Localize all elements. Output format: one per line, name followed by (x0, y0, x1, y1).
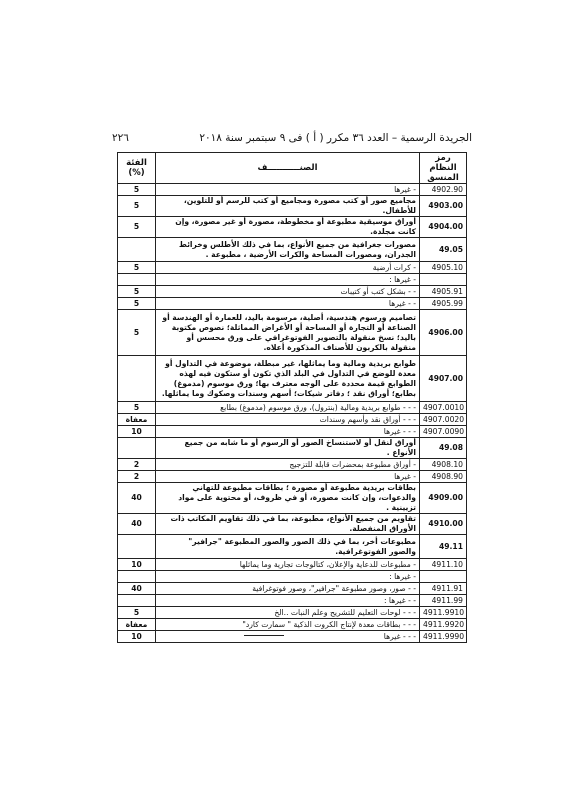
rate-cell: 5 (118, 310, 156, 356)
table-row (118, 483, 467, 514)
rate-cell: 5 (118, 262, 156, 274)
table-row (118, 356, 467, 402)
table-row (118, 262, 467, 274)
rate-cell (118, 274, 156, 286)
description-cell: مطبوعات أخر، بما في ذلك الصور والصور المطبوعة "جرافير" والصور الفوتوغرافية. (156, 535, 420, 559)
rate-cell: 10 (118, 631, 156, 643)
description-cell: - - - لوحات التعليم للتشريح وعلم النبات ..الخ (156, 607, 420, 619)
description-cell: - مطبوعات للدعاية والإعلان، كتالوجات تجارية وما يماثلها (156, 559, 420, 571)
rate-cell: 2 (118, 471, 156, 483)
rate-cell (118, 238, 156, 262)
table-row (118, 619, 467, 631)
hs-code-cell: 4911.91 (420, 583, 467, 595)
hs-code-cell: 4902.90 (420, 184, 467, 196)
table-row (118, 286, 467, 298)
table-row (118, 607, 467, 619)
table-row (118, 414, 467, 426)
hs-code-cell: 4907.0020 (420, 414, 467, 426)
hs-code-cell: 4905.99 (420, 298, 467, 310)
hs-code-cell (420, 274, 467, 286)
rate-cell: 2 (118, 459, 156, 471)
hs-code-cell: 4910.00 (420, 514, 467, 535)
table-row (118, 238, 467, 262)
table-row (118, 631, 467, 643)
footer-rule (244, 635, 284, 636)
description-cell: مجاميع صور أو كتب مصورة ومجاميع أو كتب للرسم أو للتلوين، للأطفال. (156, 196, 420, 217)
description-cell: - كرات أرضية (156, 262, 420, 274)
rate-cell: 5 (118, 196, 156, 217)
hs-code-cell: 4906.00 (420, 310, 467, 356)
hs-code-cell: 4911.9910 (420, 607, 467, 619)
table-row (118, 471, 467, 483)
description-cell: - - بشكل كتب أو كتيبات (156, 286, 420, 298)
description-cell: طوابع بريدية ومالية وما يماثلها، غير مبطلة، موضوعة في التداول أو معدة للوضع في التداول في البلد الذي تكون أو ستكون فيه لهذه الطوابع قيمة محددة على الوجه معترف بها؛ ورق موسوم (مدموغ) بطابع؛ أوراق نقد ؛ دفاتر شيكات؛ أسهم وسندات وصكوك وما يماثلها. (156, 356, 420, 402)
description-cell: - - - أوراق نقد وأسهم وسندات (156, 414, 420, 426)
hs-code-cell: 4903.00 (420, 196, 467, 217)
table-row (118, 298, 467, 310)
description-cell: - غيرها (156, 471, 420, 483)
header-code: رمز النظام المنسق (420, 153, 467, 184)
rate-cell (118, 438, 156, 459)
header-description: الصنـــــــــــف (156, 153, 420, 184)
description-cell: - أوراق مطبوعة بمحضرات قابلة للتزجيج (156, 459, 420, 471)
rate-cell: 5 (118, 298, 156, 310)
tariff-table (117, 152, 467, 643)
description-cell: - - - غيرها (156, 631, 420, 643)
table-header-row (118, 153, 467, 184)
table-row (118, 184, 467, 196)
page-number: ٢٢٦ (112, 132, 129, 144)
hs-code-cell: 4911.10 (420, 559, 467, 571)
hs-code-cell: 4911.9990 (420, 631, 467, 643)
description-cell: تقاويم من جميع الأنواع، مطبوعة، بما في ذلك تقاويم المكاتب ذات الأوراق المنفصلة. (156, 514, 420, 535)
rate-cell: 5 (118, 184, 156, 196)
table-row (118, 274, 467, 286)
hs-code-cell: 4908.10 (420, 459, 467, 471)
table-row (118, 217, 467, 238)
description-cell: أوراق لنقل أو لاستنساخ الصور أو الرسوم أو ما شابه من جميع الأنواع . (156, 438, 420, 459)
table-row (118, 514, 467, 535)
description-cell: - غيرها : (156, 274, 420, 286)
hs-code-cell: 4909.00 (420, 483, 467, 514)
rate-cell: 5 (118, 286, 156, 298)
hs-code-cell: 4905.91 (420, 286, 467, 298)
table-row (118, 426, 467, 438)
table-row (118, 402, 467, 414)
rate-cell: 40 (118, 483, 156, 514)
table-row (118, 559, 467, 571)
description-cell: - - غيرها (156, 298, 420, 310)
table-row (118, 595, 467, 607)
table-row (118, 535, 467, 559)
description-cell: - - غيرها : (156, 595, 420, 607)
gazette-title: الجريدة الرسمية – العدد ٣٦ مكرر ( أ ) فى ٩ سبتمبر سنة ٢٠١٨ (199, 132, 472, 144)
table-row (118, 583, 467, 595)
table-row (118, 571, 467, 583)
hs-code-cell: 4904.00 (420, 217, 467, 238)
rate-cell (118, 595, 156, 607)
description-cell: مصورات جغرافية من جميع الأنواع، بما في ذلك الأطلس وخرائط الجدران، ومصورات المساحة والكرات الأرضية ، مطبوعة . (156, 238, 420, 262)
header-rate: الفئة (%) (118, 153, 156, 184)
description-cell: بطاقات بريدية مطبوعة أو مصورة ؛ بطاقات مطبوعة للتهاني والدعوات، وإن كانت مصورة، أو في ظروف، أو محتوية على مواد تزيينية . (156, 483, 420, 514)
description-cell: - غيرها (156, 184, 420, 196)
rate-cell (118, 356, 156, 402)
table-row (118, 438, 467, 459)
rate-cell: معفاة (118, 414, 156, 426)
description-cell: - غيرها : (156, 571, 420, 583)
hs-code-cell: 4907.00 (420, 356, 467, 402)
hs-code-cell (420, 571, 467, 583)
rate-cell (118, 535, 156, 559)
description-cell: تصاميم ورسوم هندسية، أصلية، مرسومة باليد، للعمارة أو الهندسة أو الصناعة أو التجارة أو المساحة أو الأغراض المماثلة؛ نصوص مكتوبة باليد؛ نسخ منقولة بالتصوير الفوتوغرافي على ورق محسس أو منقولة بالكربون للأصناف المذكورة أعلاه. (156, 310, 420, 356)
description-cell: - - - طوابع بريدية ومالية (بنترول)، ورق موسوم (مدموغ) بطابع (156, 402, 420, 414)
rate-cell: 10 (118, 559, 156, 571)
rate-cell (118, 571, 156, 583)
table-row (118, 459, 467, 471)
hs-code-cell: 4905.10 (420, 262, 467, 274)
rate-cell: 40 (118, 514, 156, 535)
hs-code-cell: 4911.9920 (420, 619, 467, 631)
table-row (118, 310, 467, 356)
hs-code-cell: 4907.0090 (420, 426, 467, 438)
hs-code-cell: 49.08 (420, 438, 467, 459)
hs-code-cell: 4907.0010 (420, 402, 467, 414)
table-row (118, 196, 467, 217)
rate-cell: 5 (118, 607, 156, 619)
rate-cell: معفاة (118, 619, 156, 631)
hs-code-cell: 49.11 (420, 535, 467, 559)
description-cell: - - صور، وصور مطبوعة "جرافير"، وصور فوتوغرافية (156, 583, 420, 595)
hs-code-cell: 49.05 (420, 238, 467, 262)
description-cell: أوراق موسيقية مطبوعة أو مخطوطة، مصورة أو غير مصورة، وإن كانت مجلدة. (156, 217, 420, 238)
rate-cell: 5 (118, 217, 156, 238)
hs-code-cell: 4908.90 (420, 471, 467, 483)
rate-cell: 10 (118, 426, 156, 438)
description-cell: - - - بطاقات معدة لإنتاج الكروت الذكية " سمارت كارد" (156, 619, 420, 631)
rate-cell: 40 (118, 583, 156, 595)
rate-cell: 5 (118, 402, 156, 414)
description-cell: - - - غيرها (156, 426, 420, 438)
page-header (112, 130, 472, 146)
hs-code-cell: 4911.99 (420, 595, 467, 607)
